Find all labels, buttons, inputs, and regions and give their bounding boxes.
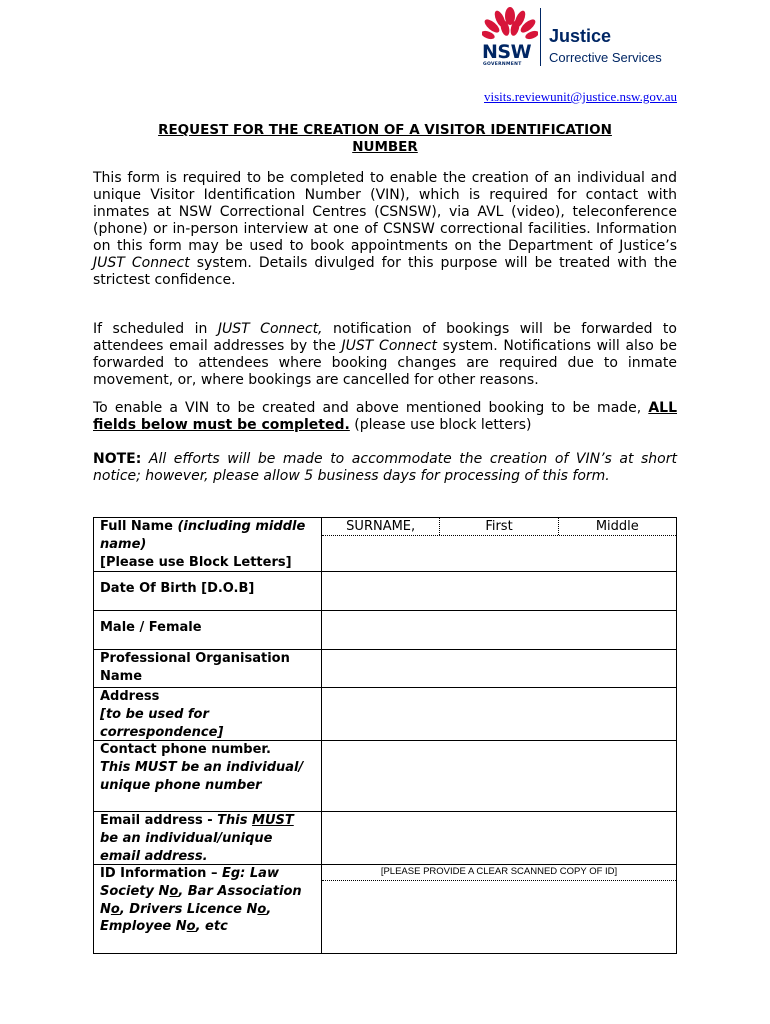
organisation-label: Professional Organisation Name	[100, 651, 290, 684]
name-columns	[322, 518, 676, 536]
address-field[interactable]	[321, 688, 676, 740]
intro-paragraph	[93, 170, 677, 289]
intro-text-a: This form is required to be completed to enable the creation of an individual and unique Visitor Identification Number (VIN), which is required for contact with inmates at NSW Correctional Centres (CSNSW), via AVL (video), teleconference (phone) or in-person interview at one of CSNSW correctional facilities. Information on this form may be used to book appointments on the Department of Justice’s	[93, 170, 677, 254]
email-field[interactable]	[321, 812, 676, 864]
note-paragraph	[93, 451, 677, 485]
form-row-dob	[93, 571, 677, 610]
middle-column-label: Middle	[595, 519, 639, 534]
all-fields-required-text: ALL fields below must be completed.	[93, 400, 677, 433]
instructions-text-b: (please use block letters)	[349, 417, 532, 433]
surname-column-label: SURNAME,	[322, 518, 440, 535]
form-row-organisation	[93, 649, 677, 687]
dob-field[interactable]	[321, 572, 676, 610]
notification-text-a: If scheduled in	[93, 321, 218, 337]
logo-nsw-text: NSW	[482, 41, 532, 63]
note-label: NOTE:	[93, 451, 142, 467]
id-label: ID Information – Eg: Law Society No, Bar Association No, Drivers Licence No, Employee No, etc	[100, 866, 302, 935]
form-row-phone	[93, 740, 677, 811]
form-row-full-name	[93, 517, 677, 571]
organisation-field[interactable]	[321, 650, 676, 687]
first-column-label: First	[440, 518, 558, 535]
just-connect-text-2: JUST Connect	[341, 338, 437, 354]
nsw-justice-logo	[478, 6, 678, 66]
form-row-gender	[93, 610, 677, 649]
visitor-form-table	[93, 517, 677, 954]
title-line-2: NUMBER	[352, 139, 418, 155]
dob-label: Date Of Birth [D.O.B]	[100, 581, 255, 596]
phone-label: Contact phone number. This MUST be an individual/ unique phone number	[100, 742, 304, 793]
logo-justice-text: Justice	[549, 26, 612, 46]
gender-label: Male / Female	[100, 620, 202, 635]
id-scan-note: [PLEASE PROVIDE A CLEAR SCANNED COPY OF ID]	[322, 865, 676, 881]
logo-government-text: GOVERNMENT	[483, 62, 522, 67]
form-row-id	[93, 864, 677, 954]
page-title	[93, 122, 677, 156]
intro-text-b: system. Details divulged for this purpose will be treated with the strictest confidence.	[93, 255, 677, 288]
logo-corrective-services-text: Corrective Services	[549, 50, 662, 65]
full-name-label: Full Name (including middle name) [Please use Block Letters]	[100, 519, 306, 570]
instructions-paragraph	[93, 400, 677, 434]
email-link[interactable]: visits.reviewunit@justice.nsw.gov.au	[484, 89, 677, 104]
notification-text-c: system. Notifications will also be forwarded to attendees where booking changes are required due to inmate movement, or, where bookings are cancelled for other reasons.	[93, 338, 677, 388]
phone-field[interactable]	[321, 741, 676, 811]
just-connect-text-1: JUST Connect,	[217, 321, 323, 337]
full-name-field[interactable]	[321, 518, 676, 571]
instructions-text-a: To enable a VIN to be created and above mentioned booking to be made,	[93, 400, 649, 416]
note-text: All efforts will be made to accommodate the creation of VIN’s at short notice; however, please allow 5 business days for processing of this form.	[93, 451, 677, 484]
title-line-1: REQUEST FOR THE CREATION OF A VISITOR IDENTIFICATION	[158, 122, 612, 138]
email-label: Email address - This MUST be an individual/unique email address.	[100, 813, 294, 864]
just-connect-text: JUST Connect	[93, 255, 190, 271]
gender-field[interactable]	[321, 611, 676, 649]
form-row-address	[93, 687, 677, 740]
address-label: Address [to be used for correspondence]	[100, 689, 224, 740]
form-row-email	[93, 811, 677, 864]
notification-text-b: notification of bookings will be forwarded to attendees email addresses by the	[93, 321, 677, 354]
id-field[interactable]	[321, 865, 676, 953]
waratah-flower-icon	[482, 6, 538, 46]
notification-paragraph	[93, 321, 677, 389]
logo-divider	[540, 8, 541, 66]
